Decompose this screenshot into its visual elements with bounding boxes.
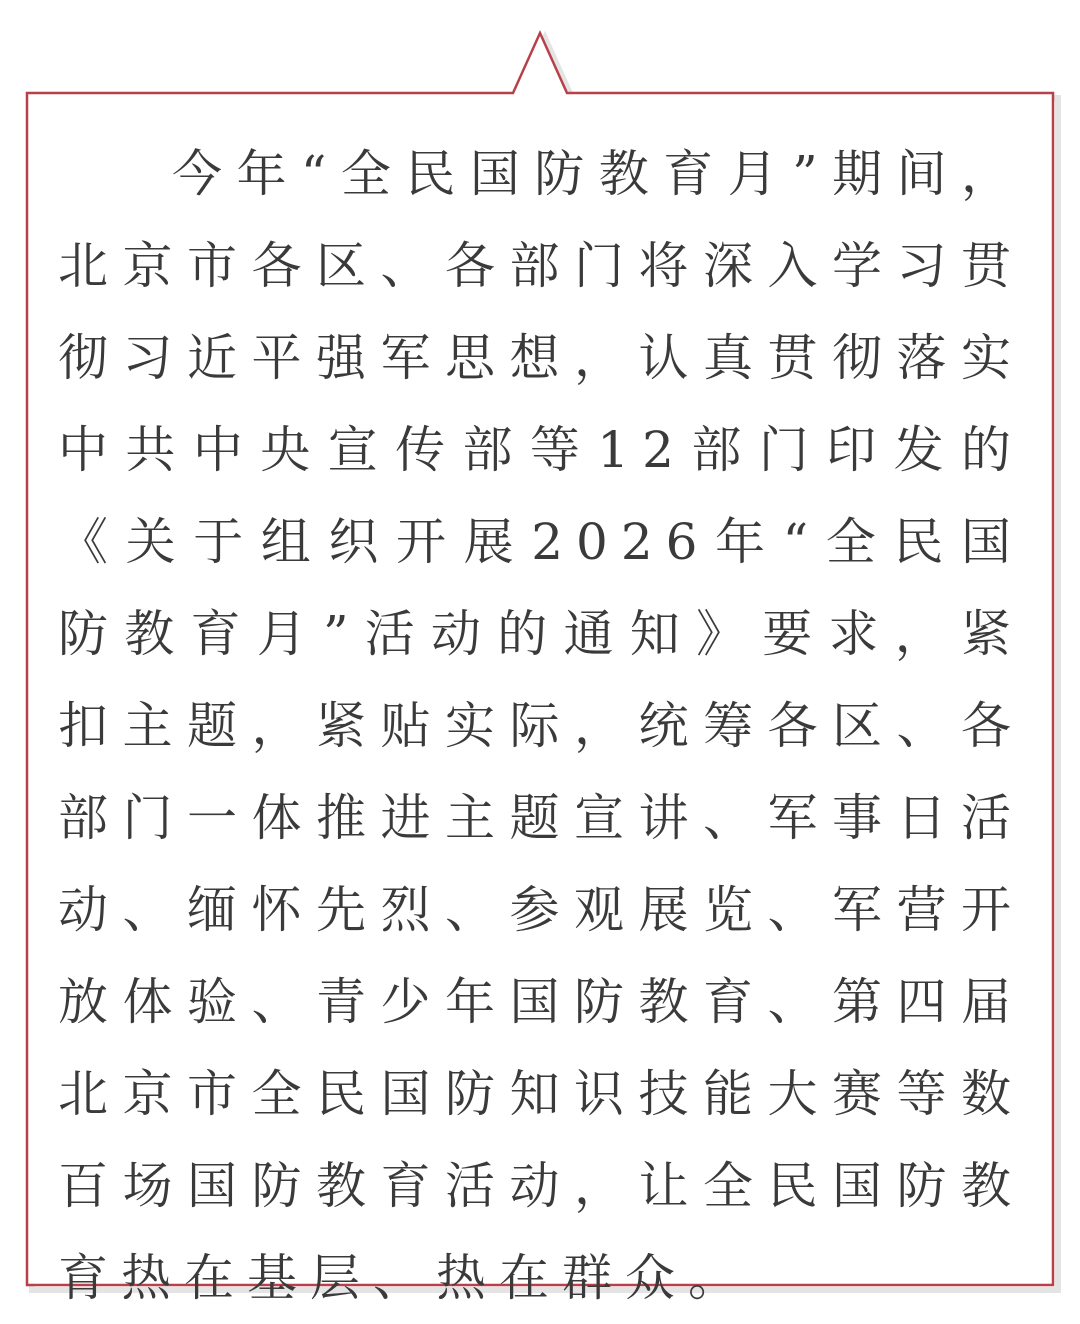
article-paragraph: 今年“全民国防教育月”期间，北京市各区、各部门将深入学习贯彻习近平强军思想，认真贯彻落实中共中央宣传部等12部门印发的《关于组织开展2026年“全民国防教育月”活动的通知》要求，紧扣主题，紧贴实际，统筹各区、各部门一体推进主题宣讲、军事日活动、缅怀先烈、参观展览、军营开放体验、青少年国防教育、第四届北京市全民国防知识技能大赛等数百场国防教育活动，让全民国防教育热在基层、热在群众。	[58, 145, 1024, 1307]
